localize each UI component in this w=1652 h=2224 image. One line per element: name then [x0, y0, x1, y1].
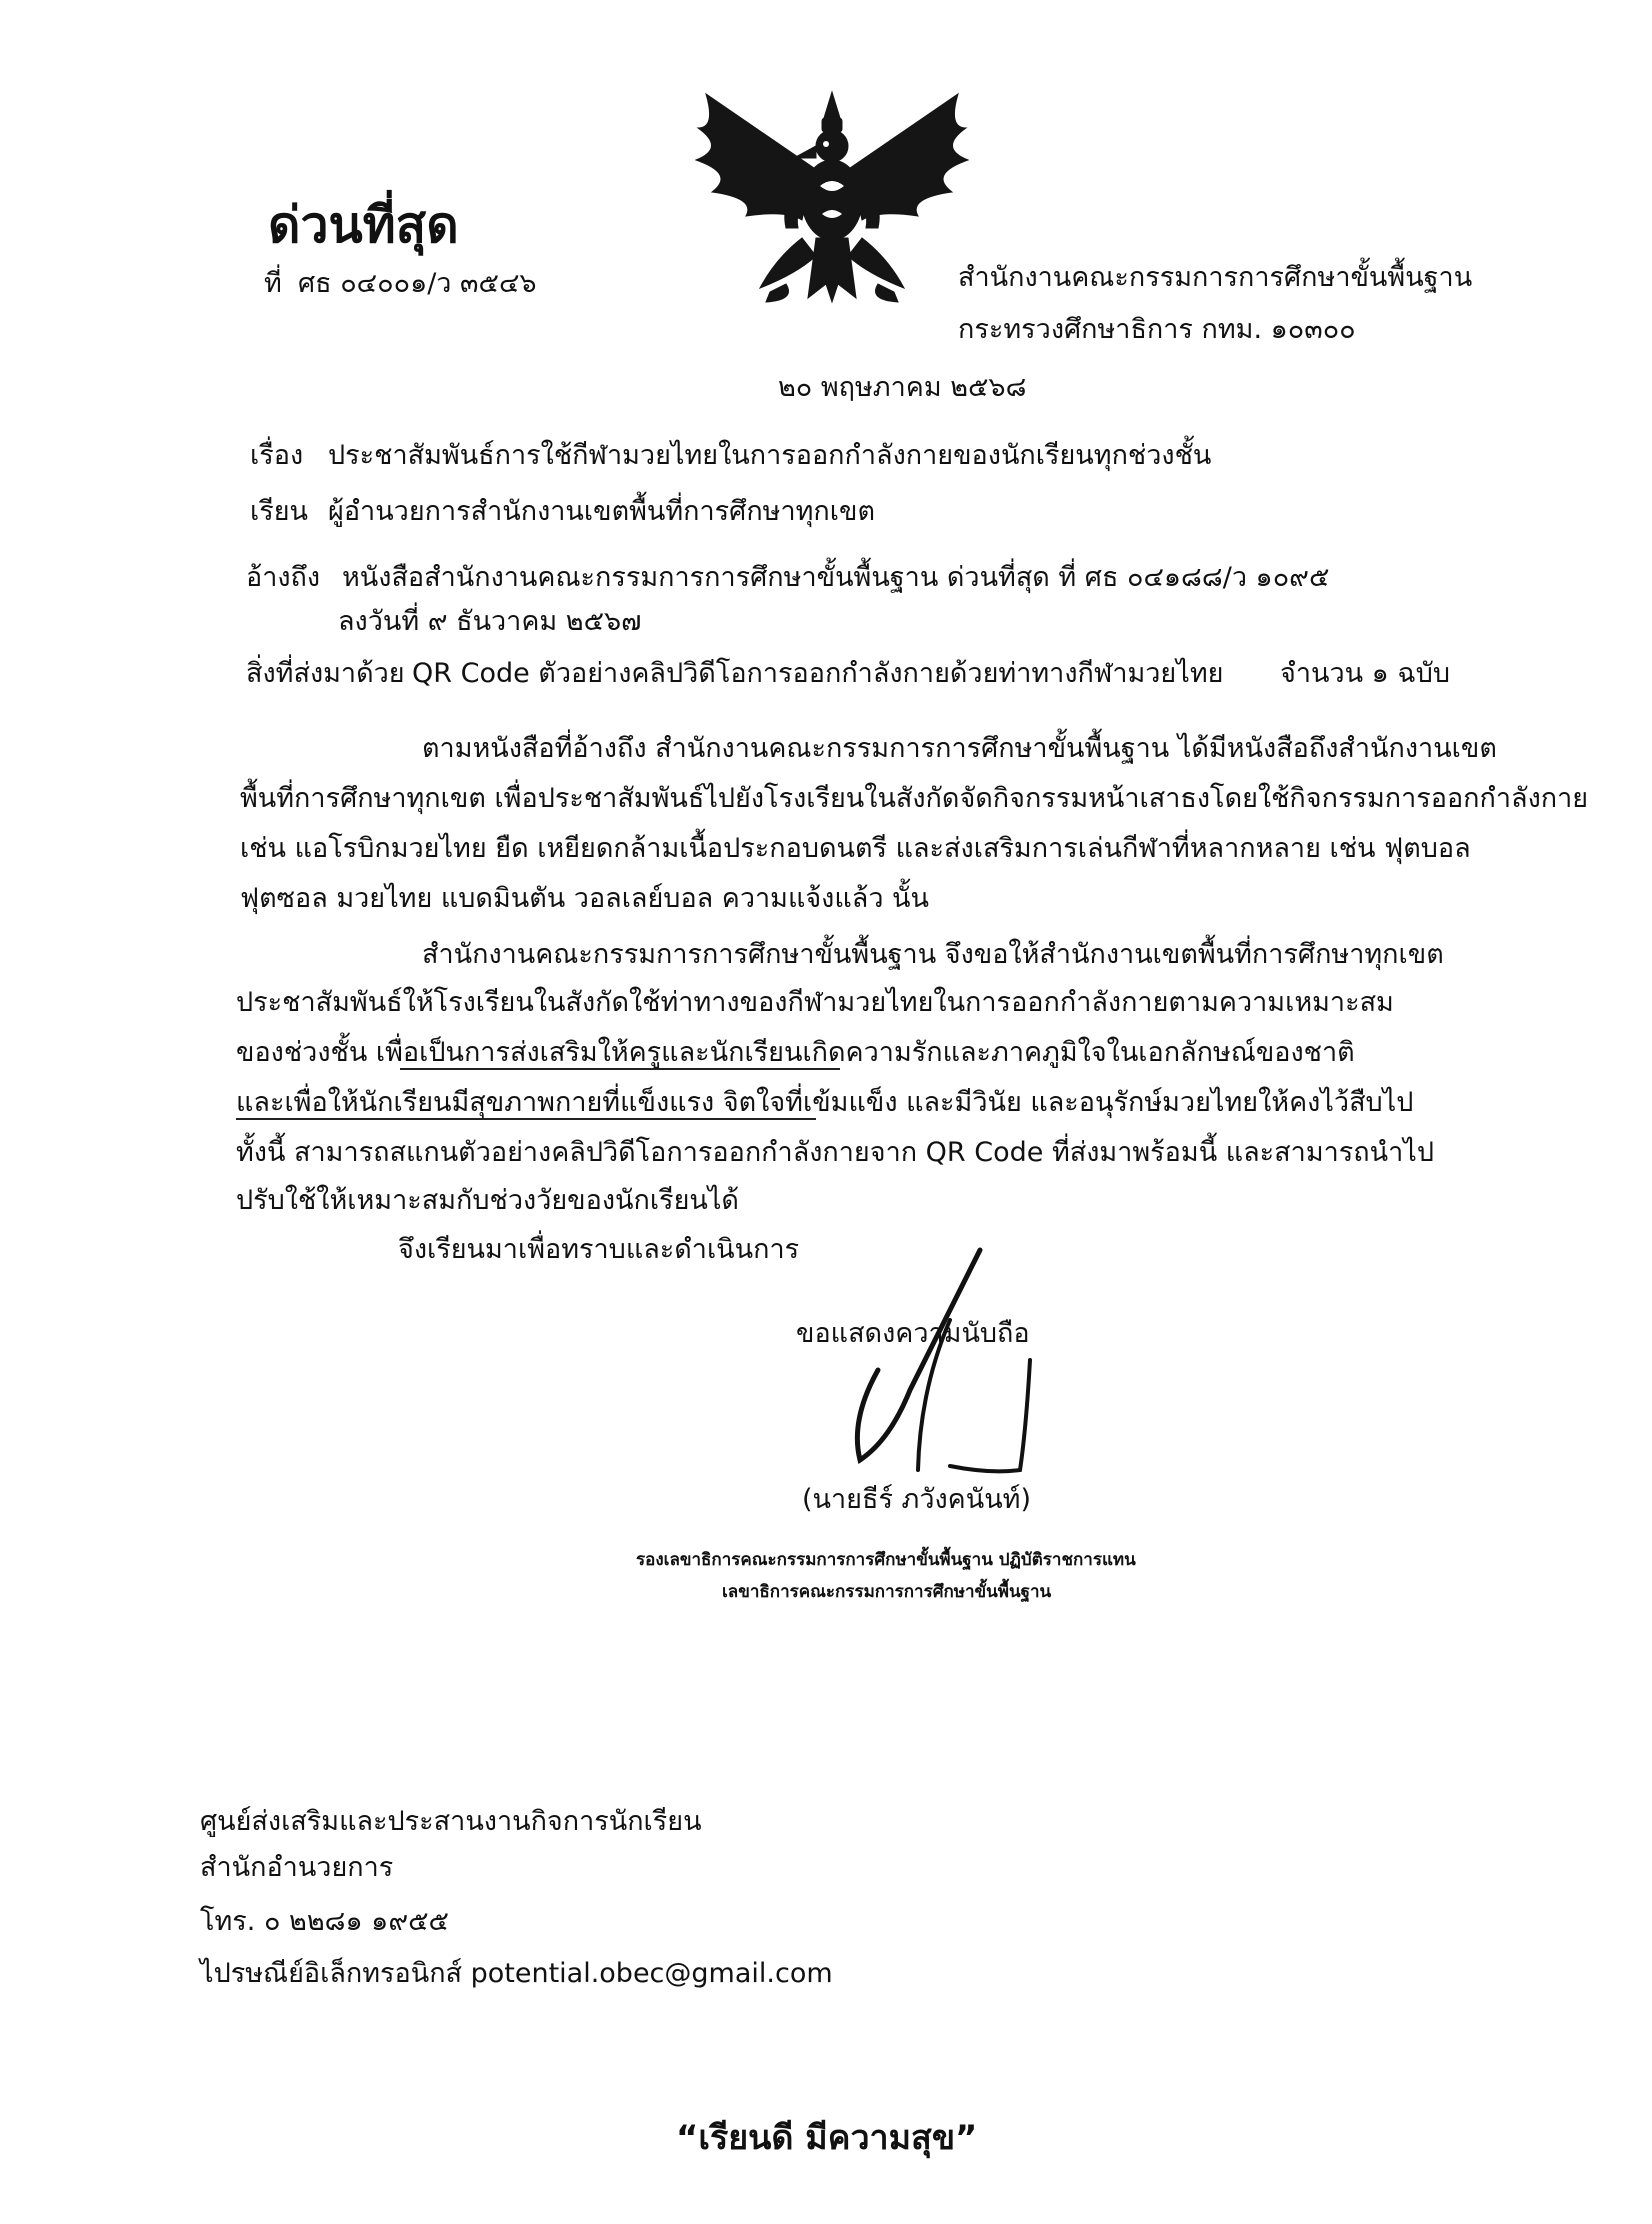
recipient-text: ผู้อำนวยการสำนักงานเขตพื้นที่การศึกษาทุกเขต: [328, 496, 875, 527]
paragraph-line: ฟุตซอล มวยไทย แบดมินตัน วอลเลย์บอล ความแจ้งแล้ว นั้น: [240, 883, 929, 914]
signatory-title-1: รองเลขาธิการคณะกรรมการการศึกษาขั้นพื้นฐาน ปฏิบัติราชการแทน: [636, 1550, 1136, 1570]
signatory-name: (นายธีร์ ภวังคนันท์): [802, 1484, 1031, 1515]
enclosure-text: QR Code ตัวอย่างคลิปวิดีโอการออกกำลังกายด้วยท่าทางกีฬามวยไทย: [412, 658, 1224, 689]
reference-line-1: หนังสือสำนักงานคณะกรรมการการศึกษาขั้นพื้นฐาน ด่วนที่สุด ที่ ศธ ๐๔๑๘๘/ว ๑๐๙๕: [342, 562, 1330, 593]
paragraph-line: และเพื่อให้นักเรียนมีสุขภาพกายที่แข็งแรง จิตใจที่เข้มแข็ง และมีวินัย และอนุรักษ์มวยไทยให้คงไว้สืบไป: [236, 1087, 1414, 1118]
handwritten-underline: [400, 1068, 840, 1070]
footer-office: สำนักอำนวยการ: [200, 1852, 394, 1883]
enclosure-count: จำนวน ๑ ฉบับ: [1280, 658, 1451, 689]
reference-label: อ้างถึง: [246, 562, 321, 593]
paragraph-line: ทั้งนี้ สามารถสแกนตัวอย่างคลิปวิดีโอการออกกำลังกายจาก QR Code ที่ส่งมาพร้อมนี้ และสามารถนำไป: [236, 1137, 1434, 1168]
subject-label: เรื่อง: [250, 440, 304, 471]
footer-email: ไปรษณีย์อิเล็กทรอนิกส์ potential.obec@gmail.com: [200, 1958, 833, 1989]
paragraph-line: พื้นที่การศึกษาทุกเขต เพื่อประชาสัมพันธ์ไปยังโรงเรียนในสังกัดจัดกิจกรรมหน้าเสาธงโดยใช้กิจกรรมการออกกำลังกาย: [240, 783, 1589, 814]
handwritten-underline: [236, 1118, 816, 1120]
closing-sentence: จึงเรียนมาเพื่อทราบและดำเนินการ: [398, 1234, 800, 1265]
paragraph-line: เช่น แอโรบิกมวยไทย ยืด เหยียดกล้ามเนื้อประกอบดนตรี และส่งเสริมการเล่นกีฬาที่หลากหลาย เช่น ฟุตบอล: [240, 833, 1471, 864]
issuing-ministry-address: กระทรวงศึกษาธิการ กทม. ๑๐๓๐๐: [958, 314, 1356, 345]
paragraph-line: ประชาสัมพันธ์ให้โรงเรียนในสังกัดใช้ท่าทางของกีฬามวยไทยในการออกกำลังกายตามความเหมาะสม: [236, 987, 1394, 1018]
paragraph-line: ปรับใช้ให้เหมาะสมกับช่วงวัยของนักเรียนได้: [236, 1185, 739, 1216]
paragraph-line: ตามหนังสือที่อ้างถึง สำนักงานคณะกรรมการการศึกษาขั้นพื้นฐาน ได้มีหนังสือถึงสำนักงานเขต: [422, 733, 1497, 764]
document-number: ศธ ๐๔๐๐๑/ว ๓๕๔๖: [298, 268, 537, 299]
recipient-label: เรียน: [250, 496, 309, 527]
paragraph-line: สำนักงานคณะกรรมการการศึกษาขั้นพื้นฐาน จึงขอให้สำนักงานเขตพื้นที่การศึกษาทุกเขต: [422, 939, 1444, 970]
signatory-title-2: เลขาธิการคณะกรรมการการศึกษาขั้นพื้นฐาน: [722, 1582, 1052, 1602]
motto: “เรียนดี มีความสุข”: [676, 2118, 978, 2158]
reference-line-2: ลงวันที่ ๙ ธันวาคม ๒๕๖๗: [338, 606, 642, 637]
footer-unit: ศูนย์ส่งเสริมและประสานงานกิจการนักเรียน: [200, 1806, 702, 1837]
regards-text: ขอแสดงความนับถือ: [796, 1318, 1030, 1349]
document-number-label: ที่: [264, 268, 282, 299]
issuing-office: สำนักงานคณะกรรมการการศึกษาขั้นพื้นฐาน: [958, 262, 1473, 293]
subject-text: ประชาสัมพันธ์การใช้กีฬามวยไทยในการออกกำลังกายของนักเรียนทุกช่วงชั้น: [328, 440, 1212, 471]
document-date: ๒๐ พฤษภาคม ๒๕๖๘: [778, 372, 1027, 403]
garuda-emblem-icon: [676, 88, 988, 310]
paragraph-line: ของช่วงชั้น เพื่อเป็นการส่งเสริมให้ครูและนักเรียนเกิดความรักและภาคภูมิใจในเอกลักษณ์ของชาติ: [236, 1037, 1355, 1068]
footer-phone: โทร. ๐ ๒๒๘๑ ๑๙๕๕: [200, 1906, 449, 1937]
urgency-stamp: ด่วนที่สุด: [268, 196, 459, 254]
enclosure-label: สิ่งที่ส่งมาด้วย: [246, 658, 405, 689]
signature-mark: [800, 1240, 1060, 1490]
